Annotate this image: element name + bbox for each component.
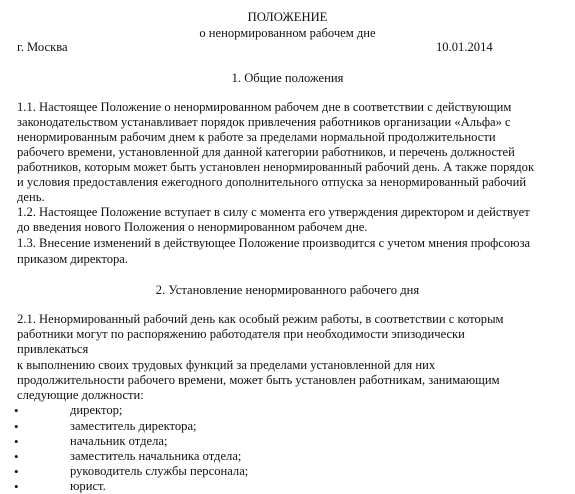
- bullet-icon: •: [14, 434, 19, 449]
- bullet-icon: •: [14, 449, 19, 464]
- paragraph-1-1-line: законодательством устанавливает порядок привлечения работников организации «Альфа» с: [17, 115, 511, 129]
- list-item: заместитель начальника отдела;: [70, 449, 242, 463]
- list-item: начальник отдела;: [70, 434, 168, 448]
- document-subtitle: о ненормированном рабочем дне: [199, 26, 376, 40]
- paragraph-1-3-line: 1.3. Внесение изменений в действующее Положение производится с учетом мнения профсоюза: [17, 236, 531, 250]
- bullet-icon: •: [14, 464, 19, 479]
- list-item: юрист.: [70, 479, 106, 493]
- paragraph-2-1-line: к выполнению своих трудовых функций за пределами установленной для них: [17, 358, 436, 372]
- bullet-icon: •: [14, 403, 19, 418]
- paragraph-1-3-line: приказом директора.: [17, 252, 129, 266]
- city: г. Москва: [17, 40, 68, 54]
- list-item: заместитель директора;: [70, 419, 197, 433]
- paragraph-1-1-line: ненормированным рабочим днем к работе за пределами нормальной продолжительности: [17, 130, 496, 144]
- list-item: руководитель службы персонала;: [70, 464, 249, 478]
- bullet-icon: •: [14, 479, 19, 494]
- section-1-heading: 1. Общие положения: [231, 71, 344, 85]
- section-2-heading: 2. Установление ненормированного рабочего дня: [155, 283, 420, 297]
- paragraph-2-1-line: работники могут по распоряжению работодателя при необходимости эпизодически: [17, 327, 465, 341]
- paragraph-1-1-line: рабочего времени, установленной для данной категории работников, и перечень должностей: [17, 145, 515, 159]
- paragraph-2-1-line: следующие должности:: [17, 388, 144, 402]
- bullet-icon: •: [14, 419, 19, 434]
- paragraph-2-1-line: привлекаться: [17, 342, 89, 356]
- document-title: ПОЛОЖЕНИЕ: [247, 10, 328, 24]
- paragraph-1-1-line: работников, которым может быть установлен ненормированный рабочий день. А также порядок: [17, 160, 535, 174]
- list-item: директор;: [70, 403, 123, 417]
- paragraph-1-1-line: день.: [17, 190, 45, 204]
- paragraph-2-1-line: продолжительности рабочего времени, может быть установлен работникам, занимающим: [17, 373, 500, 387]
- document-date: 10.01.2014: [436, 40, 493, 54]
- paragraph-1-1-line: и условия предоставления ежегодного дополнительного отпуска за ненормированный рабочий: [17, 175, 527, 189]
- paragraph-2-1-line: 2.1. Ненормированный рабочий день как особый режим работы, в соответствии с которым: [17, 312, 504, 326]
- paragraph-1-2-line: 1.2. Настоящее Положение вступает в силу с момента его утверждения директором и действует: [17, 205, 530, 219]
- paragraph-1-1-line: 1.1. Настоящее Положение о ненормированном рабочем дне в соответствии с действующим: [17, 100, 512, 114]
- paragraph-1-2-line: до введения нового Положения о ненормированном рабочем дне.: [17, 220, 368, 234]
